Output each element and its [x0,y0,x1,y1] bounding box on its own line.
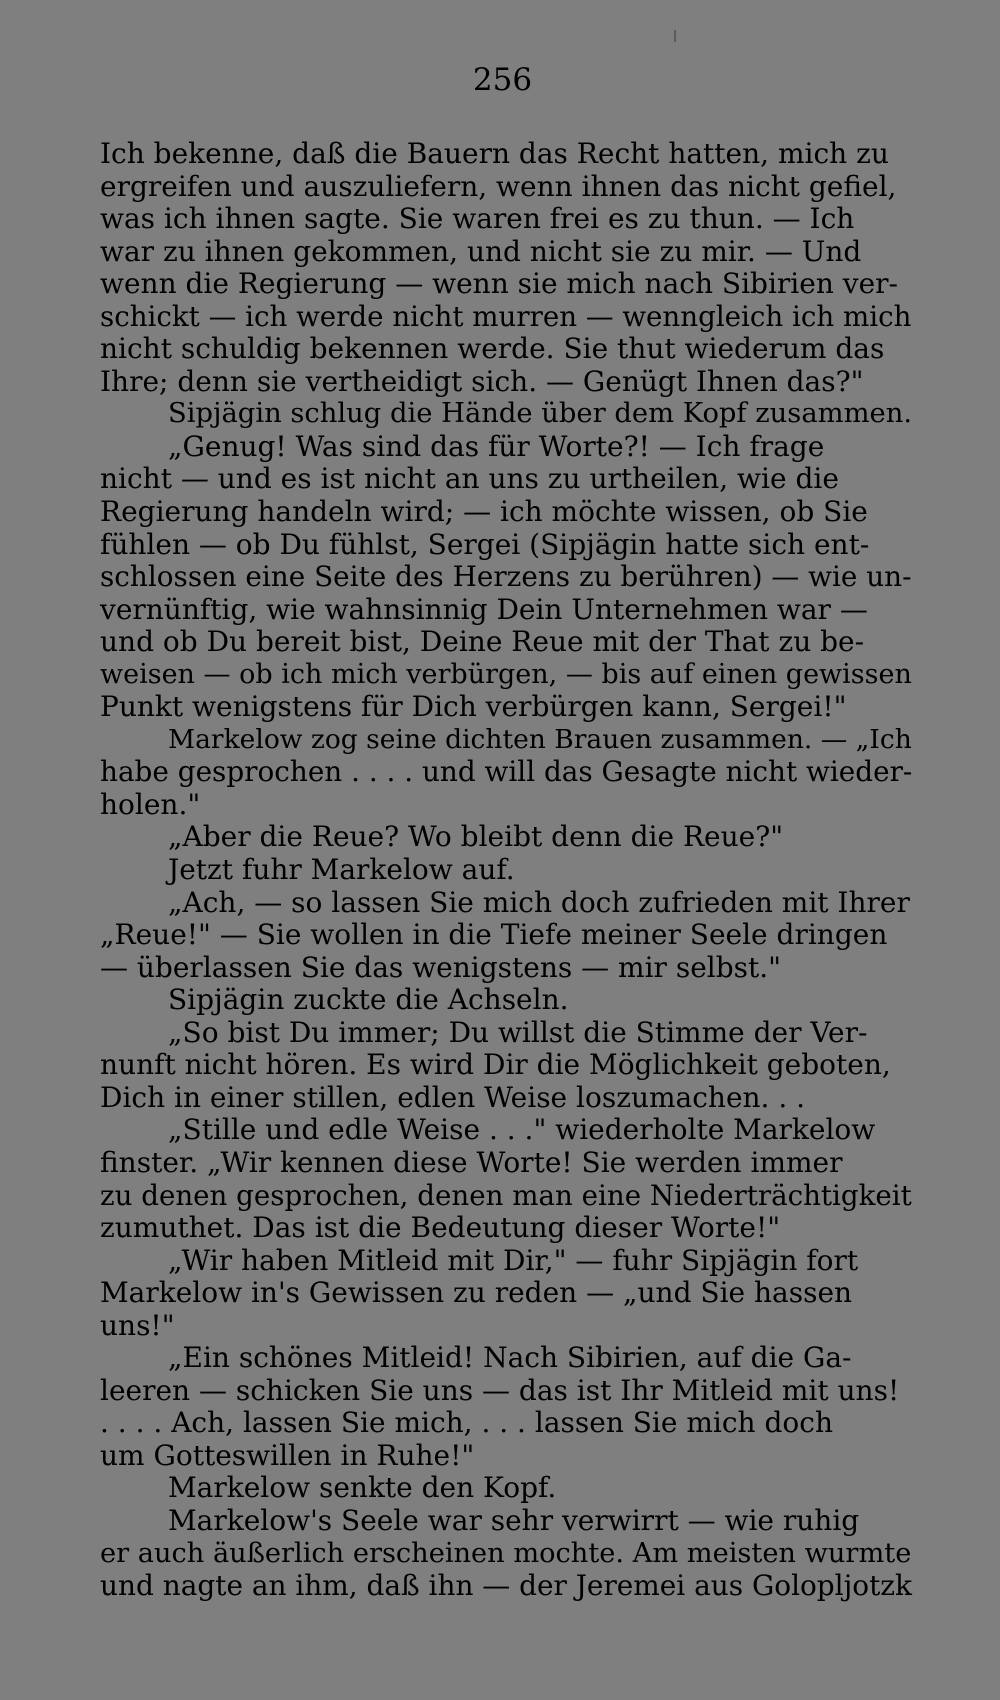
text-line: nicht — und es ist nicht an uns zu urtheilen, wie die [100,462,839,496]
text-line: „Stille und edle Weise . . ." wiederholte Markelow [168,1113,876,1147]
text-line: nunft nicht hören. Es wird Dir die Möglichkeit geboten, [100,1048,891,1082]
text-line: Jetzt fuhr Markelow auf. [168,853,515,887]
print-smudge [674,30,676,42]
text-line: uns!" [100,1308,175,1342]
text-line: Punkt wenigstens für Dich verbürgen kann, Sergei!" [100,690,847,724]
text-line: schlossen eine Seite des Herzens zu berühren) — wie un- [100,560,912,594]
text-line: war zu ihnen gekommen, und nicht sie zu mir. — Und [100,234,862,268]
text-line: Regierung handeln wird; — ich möchte wissen, ob Sie [100,495,868,529]
text-line: „Aber die Reue? Wo bleibt denn die Reue?" [168,820,784,854]
text-line: „Reue!" — Sie wollen in die Tiefe meiner Seele dringen [100,918,888,952]
text-line: und ob Du bereit bist, Deine Reue mit der That zu be- [100,625,865,659]
text-line: finster. „Wir kennen diese Worte! Sie werden immer [100,1145,843,1179]
text-line: leeren — schicken Sie uns — das ist Ihr Mitleid mit uns! [100,1373,900,1407]
text-line: „So bist Du immer; Du willst die Stimme der Ver- [168,1015,868,1049]
text-line: weisen — ob ich mich verbürgen, — bis auf einen gewissen [100,658,912,690]
text-line: Sipjägin zuckte die Achseln. [168,983,569,1017]
text-line: Markelow's Seele war sehr verwirrt — wie ruhig [168,1503,860,1537]
text-line: schickt — ich werde nicht murren — wenngleich ich mich [100,299,912,333]
text-line: ergreifen und auszuliefern, wenn ihnen das nicht gefiel, [100,169,897,203]
text-line: „Wir haben Mitleid mit Dir," — fuhr Sipjägin fort [168,1243,859,1277]
text-line: . . . . Ach, lassen Sie mich, . . . lassen Sie mich doch [100,1406,833,1440]
text-line: Ich bekenne, daß die Bauern das Recht hatten, mich zu [100,137,889,170]
text-line: um Gotteswillen in Ruhe!" [100,1438,475,1472]
text-line: vernünftig, wie wahnsinnig Dein Unternehmen war — [100,592,868,626]
text-line: zumuthet. Das ist die Bedeutung dieser Worte!" [100,1211,781,1245]
text-line: Markelow zog seine dichten Brauen zusammen. — „Ich [168,723,912,755]
text-line: „Ein schönes Mitleid! Nach Sibirien, auf die Ga- [168,1341,852,1375]
text-line: „Ach, — so lassen Sie mich doch zufrieden mit Ihrer [168,885,910,919]
text-line: „Genug! Was sind das für Worte?! — Ich frage [168,429,825,463]
text-line: holen." [100,787,201,821]
text-line: Sipjägin schlug die Hände über dem Kopf zusammen. [168,398,913,430]
text-line: er auch äußerlich erscheinen mochte. Am meisten wurmte [100,1537,912,1569]
text-line: fühlen — ob Du fühlst, Sergei (Sipjägin hatte sich ent- [100,527,870,561]
text-line: nicht schuldig bekennen werde. Sie thut wiederum das [100,332,885,366]
body-text [100,138,912,1603]
text-line: Dich in einer stillen, edlen Weise loszumachen. . . [100,1080,806,1114]
text-line: Markelow senkte den Kopf. [168,1471,557,1505]
text-line: Markelow in's Gewissen zu reden — „und Sie hassen [100,1276,853,1310]
text-line: — überlassen Sie das wenigstens — mir selbst." [100,950,782,984]
text-line: zu denen gesprochen, denen man eine Niederträchtigkeit [100,1178,912,1212]
text-line: Ihre; denn sie vertheidigt sich. — Genügt Ihnen das?" [100,364,864,398]
text-line: was ich ihnen sagte. Sie waren frei es zu thun. — Ich [100,202,855,236]
text-line: habe gesprochen . . . . und will das Gesagte nicht wieder- [100,755,913,789]
page-number: 256 [472,62,533,98]
text-line: wenn die Regierung — wenn sie mich nach Sibirien ver- [100,267,898,301]
text-line: und nagte an ihm, daß ihn — der Jeremei aus Golopljotzk [100,1569,912,1603]
